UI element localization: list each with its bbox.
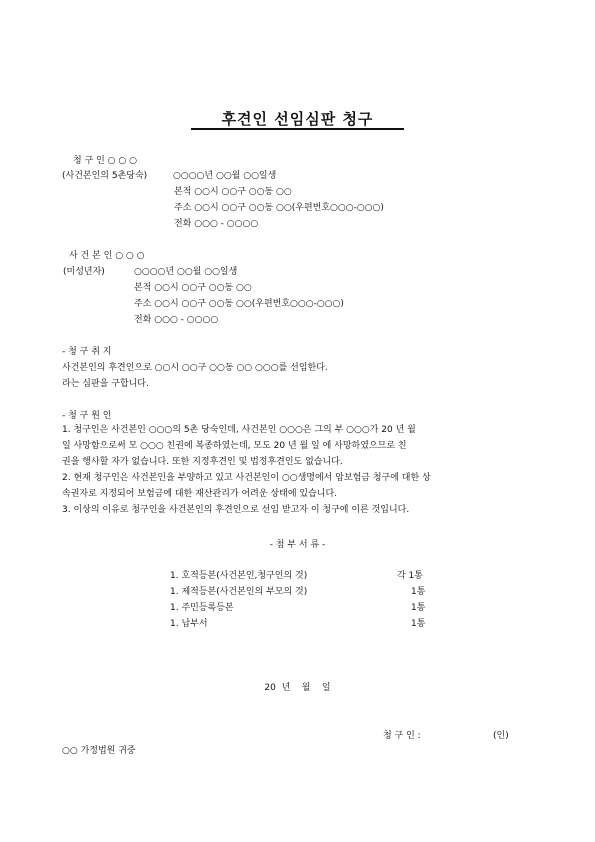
purpose-heading: - 청 구 취 지 — [62, 347, 112, 357]
claimant-birth: ○○○○년 ○○월 ○○일생 — [173, 171, 277, 181]
purpose-line: 라는 심판을 구합니다. — [62, 379, 149, 389]
attachment-label: 1. 주민등록등본 — [170, 603, 234, 613]
claimant-heading: 청 구 인 ○ ○ ○ — [73, 156, 137, 166]
purpose-line: 사건본인의 후견인으로 ○○시 ○○구 ○○동 ○○ ○○○를 선임한다. — [62, 363, 328, 373]
cause-heading: - 청 구 원 인 — [62, 411, 112, 421]
attachment-count: 1통 — [411, 603, 426, 613]
attachment-count: 각 1통 — [397, 571, 423, 581]
cause-line: 1. 청구인은 사건본인 ○○○의 5촌 당숙인데, 사건본인 ○○○은 그의 부 ○○○가 20 년 월 — [62, 425, 416, 435]
claimant-relation: (사건본인의 5촌당숙) — [62, 171, 148, 181]
court-name: ○○ 가정법원 귀중 — [62, 746, 136, 756]
claimant-domicile: 본적 ○○시 ○○구 ○○동 ○○ — [174, 187, 292, 197]
document-title: 후견인 선임심판 청구 — [221, 110, 374, 128]
claimant-address: 주소 ○○시 ○○구 ○○동 ○○(우편번호○○○-○○○) — [174, 203, 384, 213]
claimant-phone: 전화 ○○○ - ○○○○ — [174, 219, 259, 229]
attachment-count: 1통 — [411, 587, 426, 597]
cause-line: 2. 현재 청구인은 사건본인을 부양하고 있고 사건본인이 ○○생명에서 암보험금 청구에 대한 상 — [62, 473, 431, 483]
cause-line: 권을 행사할 자가 없습니다. 또한 지정후견인 및 법정후견인도 없습니다. — [62, 457, 343, 467]
title-underline — [191, 128, 404, 130]
subject-address: 주소 ○○시 ○○구 ○○동 ○○(우편번호○○○-○○○) — [134, 299, 344, 309]
cause-line: 일 사망함으로써 모 ○○○ 친권에 복종하였는데, 모도 20 년 월 일 에 사망하였으므로 친 — [62, 441, 407, 451]
attachments-heading: - 첨 부 서 류 - — [269, 540, 326, 550]
filing-date: 20 년 월 일 — [264, 683, 331, 693]
cause-line: 3. 이상의 이유로 청구인을 사건본인의 후견인으로 선임 받고자 이 청구에 이른 것입니다. — [62, 505, 410, 515]
signature-label: 청 구 인 : — [383, 731, 421, 741]
subject-domicile: 본적 ○○시 ○○구 ○○동 ○○ — [134, 283, 252, 293]
attachment-label: 1. 납부서 — [170, 619, 208, 629]
signature-seal: (인) — [493, 731, 509, 741]
subject-relation: (미성년자) — [63, 267, 105, 277]
subject-heading: 사 건 본 인 ○ ○ ○ — [69, 251, 145, 261]
attachment-count: 1통 — [411, 619, 426, 629]
subject-birth: ○○○○년 ○○월 ○○일생 — [134, 267, 238, 277]
subject-phone: 전화 ○○○ - ○○○○ — [134, 315, 219, 325]
attachment-label: 1. 제적등본(사건본인의 부모의 것) — [170, 587, 308, 597]
cause-line: 속권자로 지정되어 보험금에 대한 재산관리가 어려운 상태에 있습니다. — [62, 489, 338, 499]
attachment-label: 1. 호적등본(사건본인,청구인의 것) — [170, 571, 308, 581]
